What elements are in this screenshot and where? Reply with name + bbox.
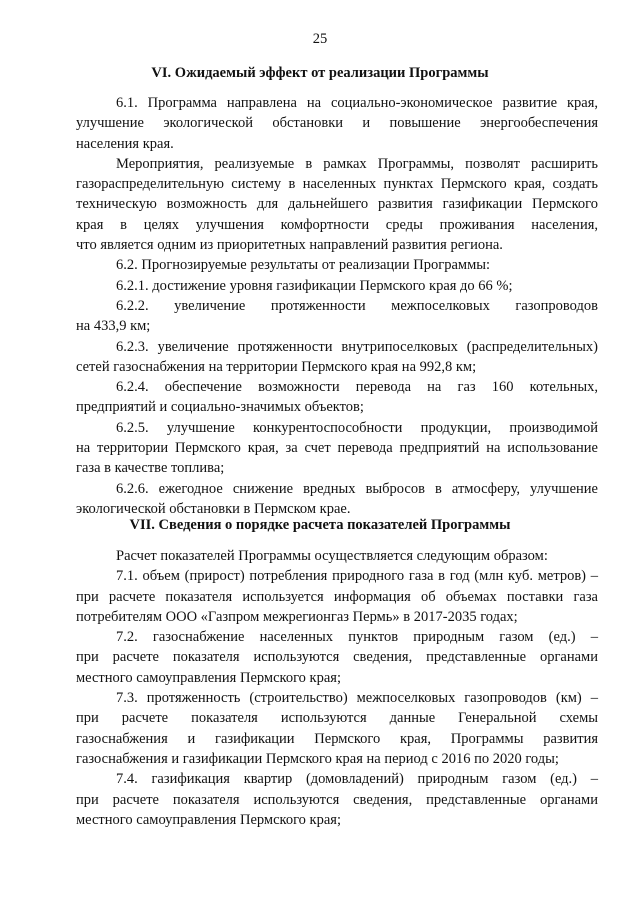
text-line: при расчете показателя используется информация об объемах поставки газа (76, 588, 598, 605)
text-line: края в целях улучшения комфортности среды проживания населения, (76, 216, 598, 233)
text-line: Мероприятия, реализуемые в рамках Программы, позволят расширить (116, 155, 598, 172)
text-line: 7.4. газификация квартир (домовладений) природным газом (ед.) – (116, 771, 598, 788)
text-line: что является одним из приоритетных направлений развития региона. (76, 237, 503, 254)
text-line: 6.2.4. обеспечение возможности перевода на газ 160 котельных, (116, 379, 598, 396)
section-6-heading: VI. Ожидаемый эффект от реализации Программы (151, 65, 489, 81)
text-line: населения края. (76, 135, 174, 152)
text-line: при расчете показателя используются сведения, представленные органами (76, 649, 598, 666)
text-line: сетей газоснабжения на территории Пермского края на 992,8 км; (76, 358, 477, 375)
section-7-body (76, 546, 598, 830)
text-line: улучшение экологической обстановки и повышение энергообеспечения (76, 115, 598, 132)
text-line: 7.2. газоснабжение населенных пунктов природным газом (ед.) – (116, 629, 598, 646)
text-line: 6.2.6. ежегодное снижение вредных выбросов в атмосферу, улучшение (116, 480, 598, 497)
text-line: 6.2.1. достижение уровня газификации Пермского края до 66 %; (116, 277, 513, 294)
text-line: потребителям ООО «Газпром межрегионгаз Пермь» в 2017-2035 годах; (76, 608, 518, 625)
page-number: 25 (312, 31, 328, 47)
text-line: 6.2.5. улучшение конкурентоспособности продукции, производимой (116, 419, 598, 436)
text-line: экологической обстановки в Пермском крае. (76, 500, 351, 517)
text-line: местного самоуправления Пермского края; (76, 811, 341, 828)
text-line: местного самоуправления Пермского края; (76, 669, 341, 686)
text-line: на территории Пермского края, за счет перевода предприятий на использование (76, 440, 598, 457)
text-line: 7.1. объем (прирост) потребления природного газа в год (млн куб. метров) – (116, 568, 598, 585)
text-line: газораспределительную систему в населенных пунктах Пермского края, создать (76, 176, 598, 193)
text-line: Расчет показателей Программы осуществляется следующим образом: (116, 548, 548, 564)
text-line: при расчете показателя используются сведения, представленные органами (76, 791, 598, 808)
text-line: на 433,9 км; (76, 318, 151, 335)
text-line: газа в качестве топлива; (76, 460, 225, 477)
text-line: газоснабжения и газификации Пермского края, Программы развития (76, 730, 598, 747)
text-line: 6.2.3. увеличение протяженности внутрипоселковых (распределительных) (116, 338, 598, 355)
section-7-heading: VII. Сведения о порядке расчета показателей Программы (129, 517, 511, 533)
text-line: при расчете показателя используются данные Генеральной схемы (76, 710, 598, 727)
text-line: техническую возможность для дальнейшего развития газификации Пермского (76, 196, 598, 213)
text-line: 6.1. Программа направлена на социально-экономическое развитие края, (116, 95, 598, 111)
section-6-body (76, 93, 598, 519)
text-line: 6.2.2. увеличение протяженности межпоселковых газопроводов (116, 297, 598, 314)
text-line: 6.2. Прогнозируемые результаты от реализации Программы: (116, 257, 491, 274)
text-line: газоснабжения и газификации Пермского края на период с 2016 по 2020 годы; (76, 750, 559, 767)
text-line: предприятий и социально-значимых объектов; (76, 399, 364, 416)
text-line: 7.3. протяженность (строительство) межпоселковых газопроводов (км) – (116, 690, 598, 707)
